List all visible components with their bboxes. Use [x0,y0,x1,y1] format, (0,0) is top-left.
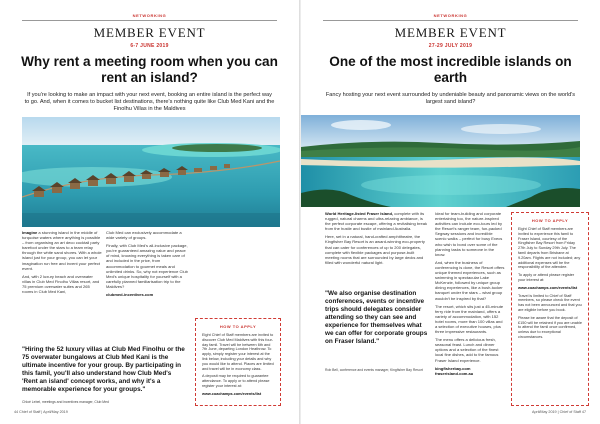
body-column-2 [435,211,505,379]
body-column-1 [325,211,429,268]
body-paragraph: The menu offers a delicious fresh, seasonal feast. Lunch and dinner options and a selection of the finest local fine dishes, add to the famous Fraser Island experience. [435,337,499,363]
standfirst: If you're looking to make an impact with your next event, booking an entire island is the perfect way to go. And, when it comes to bucket list destinations, there's nothing quite like Club Med Kani and the Finolhu Villas in the Maldives [24,92,275,112]
quote-credit: Chloé Lebel, meetings and incentives manager, Club Med [22,400,109,404]
website-link[interactable]: kingfisherbay.com [435,365,471,371]
quote-credit: Rob Bell, conference and events manager, Kingfisher Bay Resort [325,368,423,372]
event-dates: 6-7 JUNE 2019 [130,43,169,49]
header-rule [22,20,277,21]
headline: One of the most incredible islands on earth [329,54,572,85]
website-link[interactable]: fraserisland.com.au [435,370,474,376]
fraser-island-photo [301,115,580,207]
body-paragraph: Finally, with Club Med's all-inclusive package, you're guaranteed amazing value and peace of mind, knowing everything is taken care of and included in the price, from accommodation to gourmet meals and unlimited drinks. So, why not experience Club Med's unique hospitality for yourself with a carefully planned familiarisation trip to the Maldives? [106,243,188,289]
section-kicker: NETWORKING [132,13,167,18]
page-folio: April/May 2019 | Chief of Staff 47 [532,410,586,414]
apply-link[interactable]: www.coachamps.com/events/list [202,391,262,396]
body-column-2 [106,230,188,300]
pull-quote: "Hiring the 52 luxury villas at Club Med Finolhu or the 75 overwater bungalows at Club Med Kani is the ultimate incentive for your group. By participating in this famil, you'll also understand how Club Med's 'Rent an island' concept works, and why it's a memorable experience for your groups." [22,346,185,393]
standfirst: Fancy hosting your next event surrounded by undeniable beauty and panoramic views on the world's largest sand island? [325,92,576,105]
body-paragraph: World Heritage-listed Fraser Island, complete with its rugged, natural charms and ultra-relaxing ambiance, is the perfect corporate escape, offering a revitalising break from the hustle and bustle of mainland Australia. [325,211,428,232]
apply-link[interactable]: www.coachamps.com/events/list [518,285,578,290]
headline: Why rent a meeting room when you can rent an island? [21,54,278,85]
how-to-apply-body: Eight Chief of Staff members are invited to experience this famil to Fraser Island, courtesy of the Kingfisher Bay Resort from Friday 27th July to Sunday 29th July. The famil departs from Brisbane at 9.20am. Flights are not included; any additional expenses will be the responsibility of the attendee. To apply or attend please register your interest at: www.coachamps.com/events/list Travel is limited to Chief of Staff members, so please check the event has not been announced and that you are eligible before you book. Please be aware that the deposit of £150 will be retained if you are unable to attend the famil once confirmed, unless due to exceptional circumstances. [518,227,582,339]
how-to-apply-box [195,318,281,406]
how-to-apply-title: HOW TO APPLY [531,218,569,223]
body-paragraph: And, with 2 luxury beach and overwater villas in Club Med Finolhu Villas resort, and 75 premium overwater suites and 265 rooms in Club Med Kani, [22,273,100,295]
body-paragraph: And, when the business of conferencing is done, the Resort offers unique themed experiences, such as swimming in spectacular Lake McKenzie, followed by unique group dining experiences, like a bush-tucker banquet under the stars – what group wouldn't be inspired by that? [435,259,505,301]
body-paragraph: Here, set in a natural, hand-crafted amphitheatre, the Kingfisher Bay Resort is an award-winning eco-property that can cater for conferences of up to 200 delegates, complete with flexible packages and purpose-built meeting rooms that are surrounded by large decks and filled with wonderful natural light. [325,234,425,265]
body-paragraph: Club Med can exclusively accommodate a wide variety of groups. [106,230,182,241]
maldives-villas-photo [22,117,280,227]
pull-quote: "We also organise destination conferences, events or incentive trips should delegates consider attending so they can see and experience for themselves what we can offer for corporate groups on Fraser Island." [325,290,428,345]
page-folio: 44 Chief of Staff | April/May 2019 [14,410,68,414]
event-dates: 27-29 JULY 2019 [428,43,473,49]
body-paragraph: Imagine a stunning island in the middle of turquoise waters where anything is possible – from organising an art deco cocktail party barefoot under the stars to a team relay through the white sand shores. With a whole island just for your group, you can let your imagination run free and invent your perfect event. [22,230,102,271]
header-rule [323,20,578,21]
body-column-1 [22,230,102,297]
how-to-apply-title: HOW TO APPLY [219,324,257,329]
section-kicker: NETWORKING [433,13,468,18]
how-to-apply-box [511,212,589,406]
section-title: MEMBER EVENT [394,25,507,40]
how-to-apply-body: Eight Chief of Staff members are invited to discover Club Med Maldives with this four-day famil. Travel will be between 6th and 7th June, departing London Heathrow. To apply, simply register your interest at the link below, including your details and why you would like to attend. Places are limited and travel will be in economy class. A deposit may be required to guarantee attendance. To apply or to attend please register your interest at: www.coachamps.com/events/list [202,333,274,396]
body-paragraph: Ideal for team-building and corporate entertaining too, the nature-inspired activities can include eco-tours led by the Resort's ranger team, fun-packed Segway sessions and incredible scenic walks – perfect for busy Execs who wish to bond over some of the planning tasks to someone in the know. [435,211,503,257]
body-paragraph: The resort, which sits just a 45-minute ferry ride from the mainland, offers a variety of accommodation, with 152 hotel rooms, more than 100 villas and a selection of executive houses, plus three impressive restaurants. [435,303,504,335]
section-title: MEMBER EVENT [93,25,206,40]
left-page [0,0,299,424]
website-link[interactable]: clubmed-incentives.com [106,292,154,298]
right-page [301,0,600,424]
